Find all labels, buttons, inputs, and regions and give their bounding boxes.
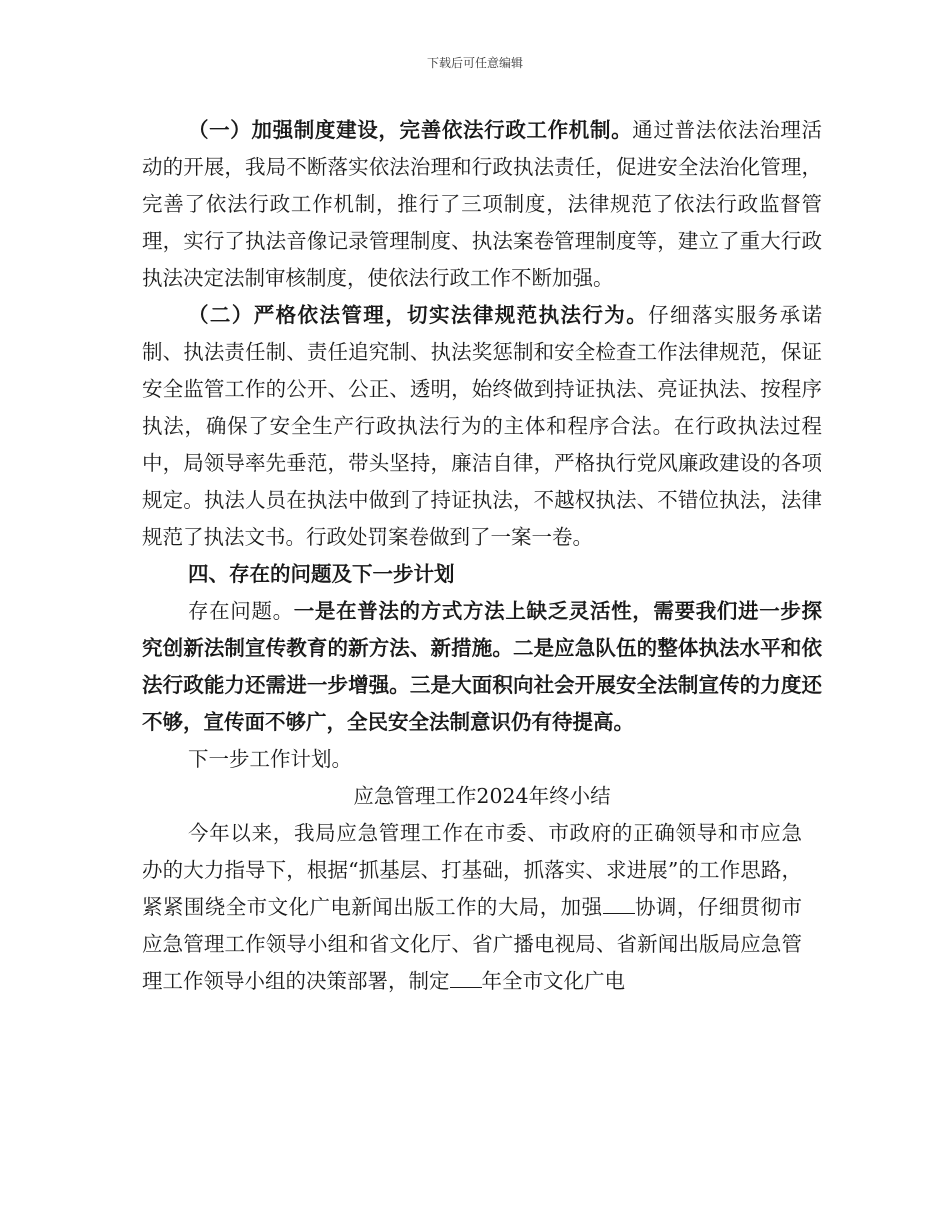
report-title: 应急管理工作2024年终小结 — [353, 784, 611, 808]
blank-field-2 — [450, 969, 482, 988]
section-1-body: 通过普法依法治理活动的开展，我局不断落实依法治理和行政执法责任，促进安全法治化管理，完善了依法行政工作机制，推行了三项制度，法律规范了依法行政监督管理，实行了执法音像记录管理制度、执法案卷管理制度等，建立了重大行政执法决定法制审核制度，使依法行政工作不断加强。 — [142, 118, 823, 290]
next-plan-line: 下一步工作计划。 — [188, 747, 352, 771]
section-1-lead: （一）加强制度建设，完善依法行政工作机制。 — [188, 118, 633, 142]
document-body — [142, 112, 822, 1000]
page-header: 下载后可任意编辑 — [426, 56, 523, 70]
section-1-paragraph — [142, 112, 822, 297]
section-4-heading: 四、存在的问题及下一步计划 — [188, 562, 455, 586]
blank-field-1 — [603, 895, 635, 914]
problems-paragraph — [142, 593, 822, 741]
section-2-lead: （二）严格依法管理，切实法律规范执法行为。 — [188, 303, 649, 327]
problems-body: 一是在普法的方式方法上缺乏灵活性，需要我们进一步探究创新法制宣传教育的新方法、新措施。二是应急队伍的整体执法水平和依法行政能力还需进一步增强。三是大面积向社会开展安全法制宣传的力度还不够，宣传面不够广，全民安全法制意识仍有待提高。 — [142, 599, 823, 734]
section-2-body: 仔细落实服务承诺制、执法责任制、责任追究制、执法奖惩制和安全检查工作法律规范，保证安全监管工作的公开、公正、透明，始终做到持证执法、亮证执法、按程序执法，确保了安全生产行政执法行为的主体和程序合法。在行政执法过程中，局领导率先垂范，带头坚持，廉洁自律，严格执行党风廉政建设的各项规定。执法人员在执法中做到了持证执法，不越权执法、不错位执法，法律规范了执法文书。行政处罚案卷做到了一案一卷。 — [142, 303, 822, 549]
problems-label: 存在问题。 — [188, 599, 294, 623]
report-text-b: 协调，仔细贯彻市应急管理工作领导小组和省文化厅、省广播电视局、省新闻出版局应急管理工作领导小组的决策部署，制定 — [142, 895, 803, 993]
report-paragraph — [142, 815, 802, 1000]
section-2-paragraph — [142, 297, 822, 556]
report-text-a: 今年以来，我局应急管理工作在市委、市政府的正确领导和市应急办的大力指导下，根据“抓基层、打基础，抓落实、求进展”的工作思路，紧紧围绕全市文化广电新闻出版工作的大局，加强 — [142, 821, 802, 919]
report-text-c: 年全市文化广电 — [481, 969, 625, 993]
